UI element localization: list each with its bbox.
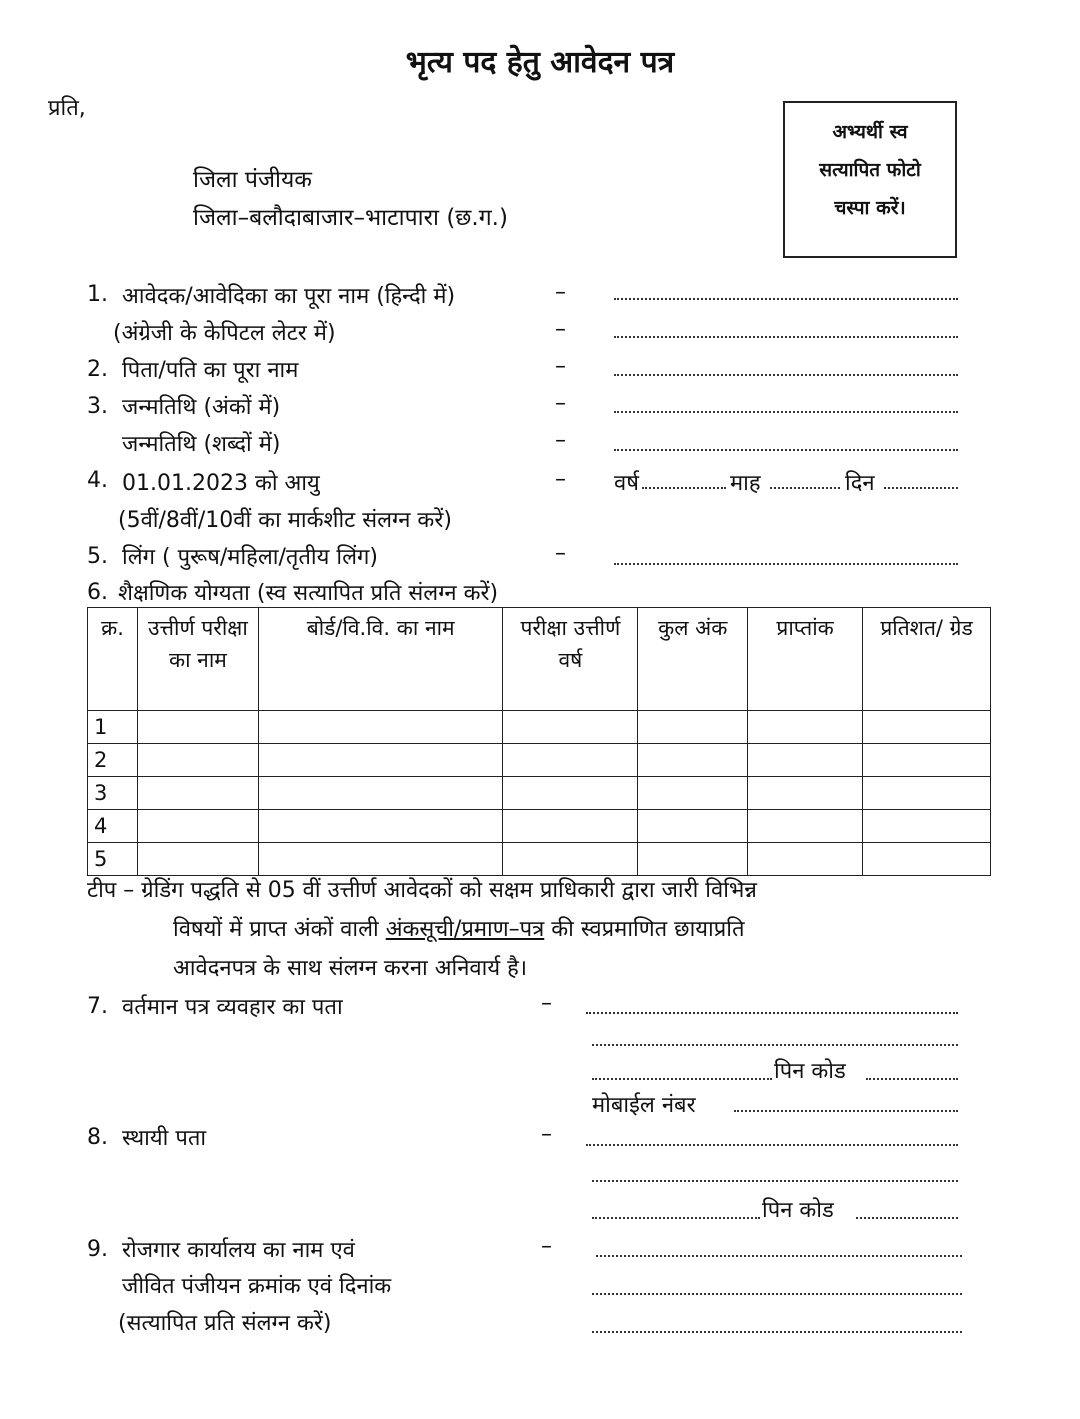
field-9-input-1[interactable] bbox=[596, 1255, 962, 1257]
header-year: परीक्षा उत्तीर्ण वर्ष bbox=[503, 608, 638, 711]
field-6-number: 6. bbox=[87, 580, 108, 605]
field-9-label-3: (सत्यापित प्रति संलग्न करें) bbox=[118, 1311, 332, 1336]
field-7-address-line-2[interactable] bbox=[592, 1044, 958, 1046]
table-row bbox=[88, 744, 991, 777]
field-8-number: 8. bbox=[87, 1125, 108, 1150]
field-7-number: 7. bbox=[87, 994, 108, 1019]
field-4-year-input[interactable] bbox=[642, 487, 726, 489]
field-8-pin-label: पिन कोड bbox=[762, 1198, 834, 1223]
table-row bbox=[88, 777, 991, 810]
table-cell[interactable] bbox=[258, 711, 503, 744]
field-9-input-3[interactable] bbox=[592, 1331, 962, 1333]
header-percent-grade: प्रतिशत/ ग्रेड bbox=[863, 608, 991, 711]
field-9-label-1: रोजगार कार्यालय का नाम एवं bbox=[122, 1238, 355, 1263]
table-row bbox=[88, 810, 991, 843]
education-table bbox=[87, 607, 991, 876]
field-2-input[interactable] bbox=[614, 374, 958, 376]
table-cell[interactable] bbox=[137, 777, 258, 810]
row-serial: 1 bbox=[88, 711, 138, 744]
addressee-line-2: जिला–बलौदाबाजार–भाटापारा (छ.ग.) bbox=[193, 205, 508, 231]
field-8-address-line-2[interactable] bbox=[592, 1180, 958, 1182]
header-total-marks: कुल अंक bbox=[638, 608, 748, 711]
field-5-number: 5. bbox=[87, 544, 108, 569]
field-4-month-input[interactable] bbox=[770, 487, 840, 489]
field-1-label: आवेदक/आवेदिका का पूरा नाम (हिन्दी में) bbox=[122, 284, 456, 309]
table-cell[interactable] bbox=[137, 711, 258, 744]
table-cell[interactable] bbox=[863, 777, 991, 810]
field-9-label-2: जीवित पंजीयन क्रमांक एवं दिनांक bbox=[122, 1274, 392, 1299]
salutation: प्रति, bbox=[48, 96, 86, 121]
table-cell[interactable] bbox=[503, 711, 638, 744]
note-line-2-start: विषयों में प्राप्त अंकों वाली bbox=[173, 917, 386, 942]
field-3-dash: – bbox=[555, 391, 566, 416]
header-obtained-marks: प्राप्तांक bbox=[748, 608, 863, 711]
field-2-number: 2. bbox=[87, 357, 108, 382]
note-line-2-end: की स्वप्रमाणित छायाप्रति bbox=[544, 917, 745, 942]
field-5-input[interactable] bbox=[614, 563, 958, 565]
field-4b-label: (5वीं/8वीं/10वीं का मार्कशीट संलग्न करें) bbox=[118, 508, 452, 533]
addressee-line-1: जिला पंजीयक bbox=[193, 167, 312, 193]
table-cell[interactable] bbox=[863, 843, 991, 876]
table-cell[interactable] bbox=[638, 711, 748, 744]
photo-box-line-3: चस्पा करें। bbox=[834, 197, 906, 219]
field-9-dash: – bbox=[541, 1234, 552, 1259]
field-4-month-label: माह bbox=[730, 471, 761, 496]
field-4-day-input[interactable] bbox=[884, 487, 958, 489]
field-4-dash: – bbox=[555, 467, 566, 492]
table-cell[interactable] bbox=[258, 777, 503, 810]
table-cell[interactable] bbox=[748, 744, 863, 777]
table-cell[interactable] bbox=[863, 810, 991, 843]
field-3b-input[interactable] bbox=[614, 449, 958, 451]
note-line-1: टीप – ग्रेडिंग पद्धति से 05 वीं उत्तीर्ण आवेदकों को सक्षम प्राधिकारी द्वारा जारी विभिन्न bbox=[87, 878, 757, 903]
field-1-dash: – bbox=[555, 280, 566, 305]
table-cell[interactable] bbox=[748, 843, 863, 876]
photo-box-line-1: अभ्यर्थी स्व bbox=[832, 121, 908, 143]
photo-box-line-2: सत्यापित फोटो bbox=[819, 159, 921, 181]
table-cell[interactable] bbox=[638, 777, 748, 810]
table-cell[interactable] bbox=[638, 810, 748, 843]
field-3-input[interactable] bbox=[614, 411, 958, 413]
field-3b-dash: – bbox=[555, 428, 566, 453]
row-serial: 4 bbox=[88, 810, 138, 843]
table-cell[interactable] bbox=[748, 810, 863, 843]
table-cell[interactable] bbox=[137, 810, 258, 843]
row-serial: 3 bbox=[88, 777, 138, 810]
field-5-label: लिंग ( पुरूष/महिला/तृतीय लिंग) bbox=[122, 545, 378, 570]
table-cell[interactable] bbox=[863, 711, 991, 744]
field-7-dash: – bbox=[541, 991, 552, 1016]
field-5-dash: – bbox=[555, 541, 566, 566]
table-cell[interactable] bbox=[503, 810, 638, 843]
row-serial: 2 bbox=[88, 744, 138, 777]
table-cell[interactable] bbox=[258, 744, 503, 777]
row-serial: 5 bbox=[88, 843, 138, 876]
table-cell[interactable] bbox=[748, 777, 863, 810]
field-3-number: 3. bbox=[87, 394, 108, 419]
photo-box[interactable] bbox=[783, 101, 957, 258]
field-7-address-line-3[interactable] bbox=[592, 1078, 772, 1080]
table-header-row bbox=[88, 608, 991, 711]
field-8-pin-input[interactable] bbox=[856, 1217, 958, 1219]
mobile-input[interactable] bbox=[734, 1110, 958, 1112]
table-cell[interactable] bbox=[503, 744, 638, 777]
header-exam-name: उत्तीर्ण परीक्षा का नाम bbox=[137, 608, 258, 711]
table-cell[interactable] bbox=[863, 744, 991, 777]
table-cell[interactable] bbox=[258, 810, 503, 843]
field-8-label: स्थायी पता bbox=[122, 1126, 207, 1151]
field-4-year-label: वर्ष bbox=[614, 471, 639, 496]
field-1b-input[interactable] bbox=[614, 336, 958, 338]
field-1b-dash: – bbox=[555, 317, 566, 342]
table-cell[interactable] bbox=[748, 711, 863, 744]
field-9-number: 9. bbox=[87, 1237, 108, 1262]
mobile-label: मोबाईल नंबर bbox=[592, 1093, 696, 1118]
header-board: बोर्ड/वि.वि. का नाम bbox=[258, 608, 503, 711]
note-underlined-term: अंकसूची/प्रमाण–पत्र bbox=[385, 917, 545, 942]
field-1-number: 1. bbox=[87, 282, 108, 307]
field-8-address-line-1[interactable] bbox=[586, 1144, 958, 1146]
note-line-3: आवेदनपत्र के साथ संलग्न करना अनिवार्य है। bbox=[173, 956, 528, 981]
header-serial: क्र. bbox=[88, 608, 138, 711]
field-4-number: 4. bbox=[87, 468, 108, 493]
field-8-dash: – bbox=[541, 1122, 552, 1147]
field-1b-label: (अंग्रेजी के केपिटल लेटर में) bbox=[113, 321, 336, 346]
table-cell[interactable] bbox=[503, 777, 638, 810]
field-7-label: वर्तमान पत्र व्यवहार का पता bbox=[122, 995, 343, 1020]
field-3b-label: जन्मतिथि (शब्दों में) bbox=[122, 432, 281, 457]
field-1-input[interactable] bbox=[614, 298, 958, 300]
field-8-address-line-3[interactable] bbox=[592, 1217, 760, 1219]
field-7-address-line-1[interactable] bbox=[586, 1012, 958, 1014]
table-cell[interactable] bbox=[137, 744, 258, 777]
table-row bbox=[88, 711, 991, 744]
table-cell[interactable] bbox=[638, 744, 748, 777]
field-3-label: जन्मतिथि (अंकों में) bbox=[122, 395, 281, 420]
field-9-input-2[interactable] bbox=[592, 1293, 962, 1295]
field-7-pin-input[interactable] bbox=[866, 1078, 958, 1080]
field-4-day-label: दिन bbox=[845, 471, 875, 496]
page-title: भृत्य पद हेतु आवेदन पत्र bbox=[405, 45, 675, 80]
field-6-label: शैक्षणिक योग्यता (स्व सत्यापित प्रति संलग्न करें) bbox=[118, 581, 499, 606]
field-7-pin-label: पिन कोड bbox=[774, 1059, 846, 1084]
field-4-label: 01.01.2023 को आयु bbox=[122, 471, 320, 496]
field-2-label: पिता/पति का पूरा नाम bbox=[122, 358, 299, 383]
field-2-dash: – bbox=[555, 354, 566, 379]
note-line-2 bbox=[173, 910, 745, 950]
